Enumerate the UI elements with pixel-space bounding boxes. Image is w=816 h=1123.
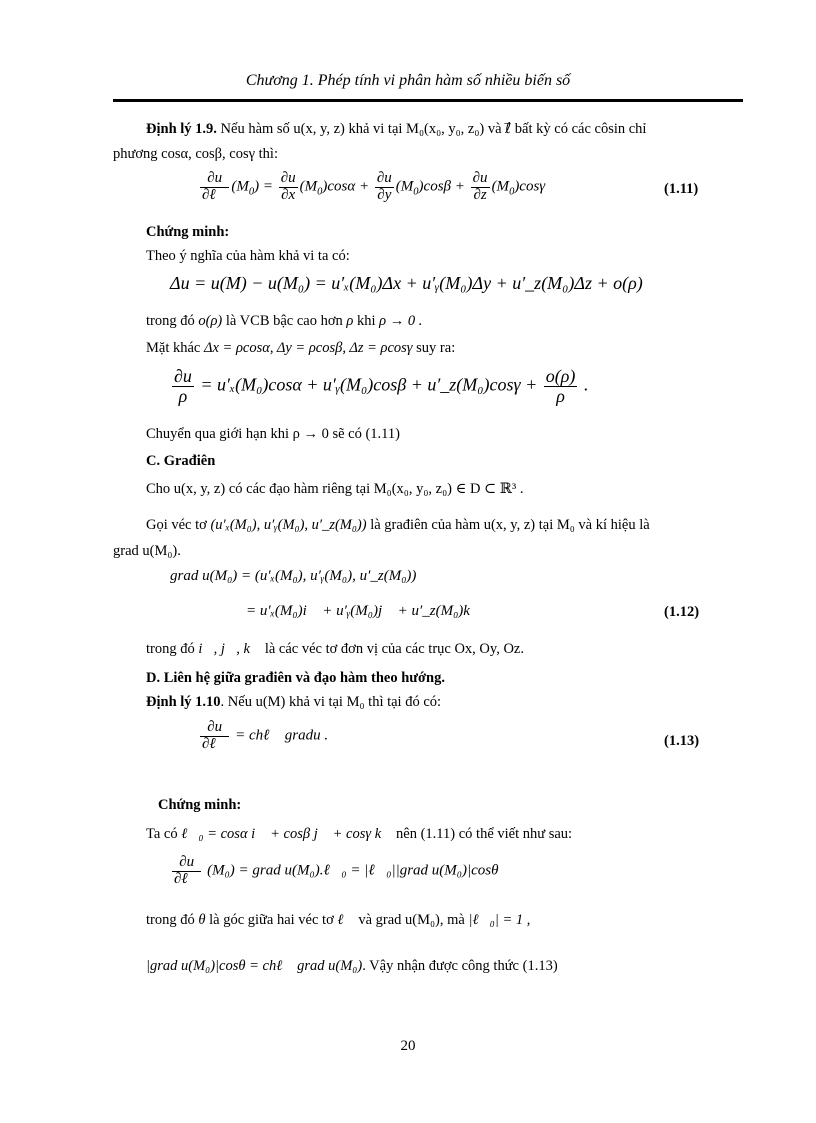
section-c-line2-b: (u′ₓ(M₀), u′ᵧ(M₀), u′_z(M₀)): [210, 517, 367, 533]
theorem-1-9-text1: Nếu hàm số u(x, y, z) khả vi tại M₀(x₀, y₀, z₀) và ℓ⃗ bất kỳ có các côsin chỉ: [216, 121, 647, 137]
formula-1-13: $\frac{\partial u}{\text{∂ℓ⃗}}$ = chℓ⃗ gradu .: [202, 719, 329, 752]
theorem-1-10-text: . Nếu u(M) khả vi tại M₀ thì tại đó có:: [220, 694, 442, 710]
section-d-title: D. Liên hệ giữa građiên và đạo hàm theo hướng.: [146, 670, 445, 686]
proof2-line2-b: θ: [198, 912, 206, 928]
section-c-line3: grad u(M₀).: [113, 543, 181, 559]
formula-grad-a: grad u(M₀) = (u′ₓ(M₀), u′ᵧ(M₀), u′_z(M₀)): [170, 568, 417, 584]
proof1-line2-a: trong đó: [146, 313, 195, 329]
proof2-line2-f: |ℓ⃗₀| = 1 ,: [468, 912, 531, 928]
proof2-line2-e: và grad u(M₀), mà: [358, 912, 465, 928]
proof1-line2-f: ρ → 0 .: [379, 313, 423, 329]
eq-number-1-12: (1.12): [664, 604, 700, 620]
header-rule: [113, 99, 743, 102]
proof1-line3-c: suy ra:: [416, 340, 456, 356]
formula-delta-u: Δu = u(M) − u(M₀) = u′ₓ(M₀)Δx + u′ᵧ(M₀)Δy + u′_z(M₀)Δz + o(ρ): [170, 273, 643, 293]
section-c-line2-a: Gọi véc tơ: [146, 517, 207, 533]
proof1-line1: Theo ý nghĩa của hàm khả vi ta có:: [146, 248, 350, 264]
formula-grad-b: = u′ₓ(M₀)i⃗ + u′ᵧ(M₀)j⃗ + u′_z(M₀)k⃗: [246, 603, 482, 619]
section-c-line1: [146, 481, 523, 498]
proof2-line3: [146, 958, 558, 975]
proof1-line2-c: là VCB bậc cao hơn: [225, 313, 343, 329]
formula-proof2: $\frac{\partial u}{\text{∂ℓ⃗}}$ (M₀) = grad u(M₀).ℓ⃗₀ = |ℓ⃗₀||grad u(M₀)|cosθ: [174, 854, 499, 887]
eq-number-1-11: (1.11): [664, 181, 699, 197]
running-header: Chương 1. Phép tính vi phân hàm số nhiều biến số: [245, 72, 571, 89]
proof1-line3-b: Δx = ρcosα, Δy = ρcosβ, Δz = ρcosγ: [203, 340, 413, 356]
proof2-line2-d: ℓ⃗: [337, 912, 355, 928]
proof1-line2-d: ρ: [346, 313, 354, 329]
proof1-line3-a: Mặt khác: [146, 340, 201, 356]
section-c-line4: [146, 641, 524, 658]
theorem-1-10-label: Định lý 1.10: [146, 694, 221, 710]
section-c-line1-a: Cho u(x, y, z) có các đạo hàm riêng tại: [146, 481, 371, 497]
section-c-line2-c: là građiên của hàm u(x, y, z) tại M₀ và kí hiệu là: [370, 517, 650, 533]
formula-proof2-rhs: (M₀) = grad u(M₀).ℓ⃗₀ = |ℓ⃗₀||grad u(M₀)|cosθ: [207, 862, 499, 879]
proof1-line2: [146, 313, 422, 330]
theorem-1-9-line1: [146, 121, 646, 138]
formula-du-rho: $\frac{\partial u}{\rho}$ = u′ₓ(M₀)cosα + u′ᵧ(M₀)cosβ + u′_z(M₀)cosγ + $\frac{o(\rho)}{\rho}$ .: [174, 366, 589, 406]
eq-number-1-13: (1.13): [664, 733, 700, 749]
section-c-line4-b: i⃗, j⃗, k⃗: [198, 641, 262, 657]
page-number: 20: [400, 1038, 416, 1054]
formula-1-13-rhs: = chℓ⃗ gradu .: [235, 727, 329, 744]
proof2-line3-b: . Vậy nhận được công thức (1.13): [362, 958, 558, 974]
proof2-line2: [146, 912, 530, 929]
theorem-1-9-text2: phương cosα, cosβ, cosγ thì:: [113, 146, 278, 162]
proof2-line2-a: trong đó: [146, 912, 195, 928]
section-c-line4-a: trong đó: [146, 641, 195, 657]
proof2-line1: [146, 826, 572, 843]
proof1-line2-b: o(ρ): [198, 313, 223, 329]
theorem-1-9-label: Định lý 1.9.: [146, 121, 217, 137]
proof1-line4: Chuyển qua giới hạn khi ρ → 0 sẽ có (1.11): [146, 426, 400, 442]
section-c-title: C. Građiên: [146, 453, 216, 469]
proof2-line3-a: |grad u(M₀)|cosθ = chℓ⃗ grad u(M₀): [146, 958, 363, 974]
theorem-1-10: [146, 694, 441, 711]
proof2-line1-c: nên (1.11) có thể viết như sau:: [396, 826, 573, 842]
proof2-line1-a: Ta có: [146, 826, 178, 842]
formula-1-11: $\frac{\partial u}{\text{∂ℓ⃗}}$ $(M_0)$ = $\frac{\partial u}{\partial x}$ $(M_0)\cos\alpha$ + $\frac{\partial u}{\partial y}$ $(M_0)\cos\beta$ + $\frac{\partial u}{\partial z}$ $(M_0)\cos\gamma$: [202, 170, 546, 203]
proof1-label: Chứng minh:: [146, 224, 230, 240]
section-c-line4-c: là các véc tơ đơn vị của các trục Ox, Oy, Oz.: [264, 641, 524, 657]
section-c-line2: [146, 517, 650, 534]
proof1-line3: [146, 340, 455, 357]
proof2-line2-c: là góc giữa hai véc tơ: [209, 912, 334, 928]
proof2-label: Chứng minh:: [158, 797, 242, 813]
proof1-line2-e: khi: [357, 313, 376, 329]
proof2-line1-b: ℓ⃗₀ = cosα i⃗ + cosβ j⃗ + cosγ k⃗: [181, 826, 393, 842]
section-c-line1-b: M₀(x₀, y₀, z₀) ∈ D ⊂ ℝ³ .: [373, 481, 524, 497]
formula-du-rho-rhs: = u′ₓ(M₀)cosα + u′ᵧ(M₀)cosβ + u′_z(M₀)cosγ +: [200, 374, 538, 395]
